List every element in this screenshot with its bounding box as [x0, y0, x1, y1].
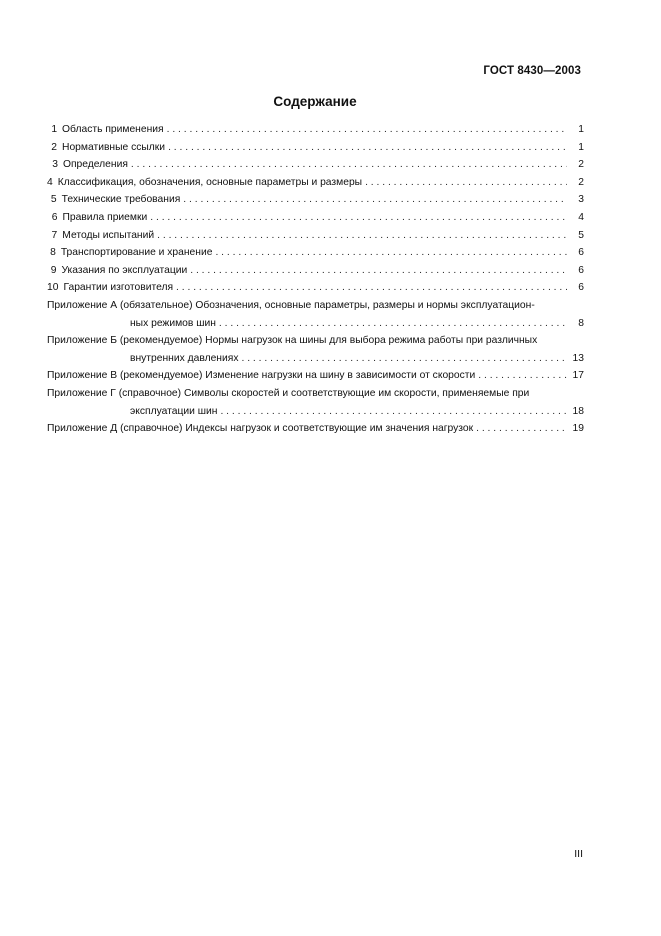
toc-entry-title: Правила приемки [62, 211, 148, 223]
dot-leader [131, 156, 567, 174]
toc-entry[interactable] [47, 262, 584, 280]
toc-entry-title: Гарантии изготовителя [63, 282, 174, 294]
toc-entry-title: Классификация, обозначения, основные параметры и размеры [57, 176, 363, 188]
toc-entry-page: 8 [578, 317, 584, 329]
dot-leader [215, 244, 567, 262]
toc-entry-title: Технические требования [61, 194, 181, 206]
toc-entry[interactable] [47, 209, 584, 227]
toc-entry-page: 2 [578, 159, 584, 171]
toc-entry[interactable] [47, 191, 584, 209]
page-title: Содержание [273, 94, 357, 109]
toc-entry-number: 3 [52, 159, 58, 171]
toc-appendix-entry[interactable] [47, 297, 584, 315]
toc-entry-page: 6 [578, 264, 584, 276]
toc-appendix-title: Приложение В (рекомендуемое) Изменение нагрузки на шину в зависимости от скорости [47, 370, 476, 382]
toc-entry-title: Указания по эксплуатации [61, 264, 188, 276]
toc-entry-number: 10 [47, 282, 59, 294]
toc-entry-page: 19 [572, 423, 584, 435]
toc-entry-page: 17 [572, 370, 584, 382]
toc-entry-title: Нормативные ссылки [62, 141, 166, 153]
dot-leader [150, 209, 567, 227]
dot-leader [190, 262, 567, 280]
toc-entry-number: 4 [47, 176, 53, 188]
toc-entry-page: 4 [578, 211, 584, 223]
toc-entry-number: 5 [50, 194, 57, 206]
toc-appendix-title-continued: эксплуатации шин [130, 405, 218, 417]
toc-entry-number: 6 [51, 211, 58, 223]
toc-entry-title: Область применения [62, 124, 164, 135]
dot-leader [365, 174, 567, 192]
dot-leader [241, 350, 567, 368]
toc-appendix-title: Приложение Г (справочное) Символы скоростей и соответствующие им скорости, применяемые при [47, 387, 530, 399]
toc-entry-number: 8 [50, 247, 56, 259]
toc-entry-page: 1 [578, 124, 584, 135]
toc-entry[interactable] [47, 121, 584, 139]
toc-appendix-entry-continued[interactable] [47, 315, 584, 333]
dot-leader [478, 367, 567, 385]
dot-leader [176, 279, 567, 297]
toc-entry-title: Определения [62, 159, 128, 171]
toc-entry-page: 5 [578, 229, 584, 241]
dot-leader [476, 420, 567, 438]
toc-appendix-title-continued: внутренних давлениях [130, 352, 239, 364]
toc-entry-number: 2 [51, 141, 58, 153]
toc-appendix-title-continued: ных режимов шин [130, 317, 216, 329]
toc-entry-page: 18 [572, 405, 584, 417]
toc-entry-page: 6 [578, 247, 584, 259]
dot-leader [183, 191, 567, 209]
table-of-contents [47, 121, 584, 438]
toc-entry-title: Методы испытаний [62, 229, 155, 241]
page-folio: III [574, 848, 583, 860]
toc-appendix-entry-continued[interactable] [47, 350, 584, 368]
toc-entry-number: 9 [50, 264, 57, 276]
toc-entry[interactable] [47, 279, 584, 297]
toc-entry-page: 1 [578, 141, 584, 153]
toc-entry-page: 6 [578, 282, 584, 294]
toc-entry-page: 3 [578, 194, 584, 206]
toc-entry-title: Транспортирование и хранение [60, 247, 213, 259]
toc-appendix-entry-continued[interactable] [47, 403, 584, 421]
toc-appendix-entry[interactable] [47, 332, 584, 350]
toc-entry[interactable] [47, 174, 584, 192]
toc-appendix-title: Приложение Д (справочное) Индексы нагрузок и соответствующие им значения нагрузок [47, 423, 474, 435]
dot-leader [219, 315, 567, 333]
dot-leader [167, 121, 567, 139]
toc-entry-page: 2 [578, 176, 584, 188]
toc-entry[interactable] [47, 227, 584, 245]
toc-appendix-entry[interactable] [47, 385, 584, 403]
toc-appendix-entry[interactable] [47, 367, 584, 385]
toc-entry[interactable] [47, 244, 584, 262]
toc-entry[interactable] [47, 156, 584, 174]
toc-entry-number: 1 [51, 124, 58, 135]
toc-appendix-title: Приложение Б (рекомендуемое) Нормы нагрузок на шины для выбора режима работы при различных [47, 335, 538, 347]
toc-appendix-title: Приложение А (обязательное) Обозначения, основные параметры, размеры и нормы эксплуатацион- [47, 299, 535, 311]
toc-appendix-entry[interactable] [47, 420, 584, 438]
toc-entry[interactable] [47, 139, 584, 157]
dot-leader [157, 227, 567, 245]
dot-leader [220, 403, 567, 421]
dot-leader [168, 139, 567, 157]
toc-entry-number: 7 [51, 229, 58, 241]
document-code: ГОСТ 8430—2003 [483, 65, 581, 77]
toc-entry-page: 13 [572, 352, 584, 364]
